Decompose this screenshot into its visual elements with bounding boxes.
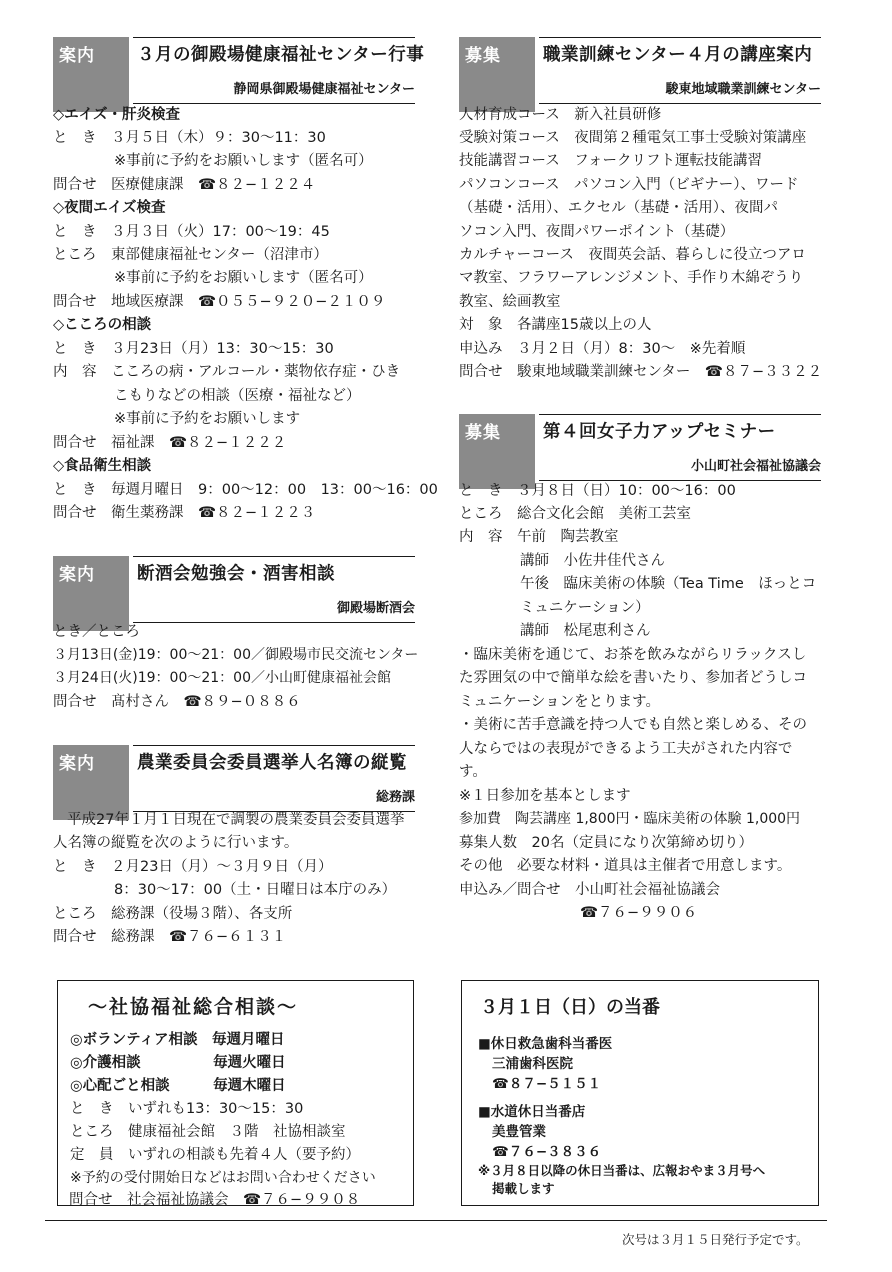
item-line: 問合せ 医療健康課 ☎８２−１２２４ — [53, 177, 316, 193]
item-line: と き ２月23日（月）〜３月９日（月） — [53, 859, 333, 875]
item-line: こもりなどの相談（医療・福祉など） — [114, 388, 361, 404]
item-line: と き ３月８日（日）10：00〜16：00 — [459, 483, 736, 499]
holiday-duty-box — [461, 980, 819, 1206]
section-tag: 案内 — [53, 556, 129, 631]
box-line: 掲載します — [492, 1181, 555, 1196]
item-heading: ◇夜間エイズ検査 — [53, 200, 166, 216]
box-line: ところ 健康福祉会館 ３階 社協相談室 — [70, 1124, 346, 1140]
footer-next-issue: 次号は３月１５日発行予定です。 — [622, 1232, 809, 1247]
item-line: カルチャーコース 夜間英会話、暮らしに役立つアロ — [459, 247, 806, 263]
box-line: ※３月８日以降の休日当番は、広報おやま３月号へ — [478, 1163, 766, 1178]
item-line: とき／ところ — [53, 624, 140, 640]
item-line: 人名簿の縦覧を次のように行います。 — [53, 835, 299, 851]
section-organizer: 小山町社会福祉協議会 — [690, 459, 821, 474]
box-line: 美豊管業 — [492, 1124, 546, 1140]
box-line: ☎８７−５１５１ — [492, 1076, 602, 1092]
box-line: 三浦歯科医院 — [492, 1056, 573, 1072]
item-line: ソコン入門、夜間パワーポイント（基礎） — [459, 224, 735, 240]
item-line: 人材育成コース 新入社員研修 — [459, 107, 662, 123]
section-organizer: 静岡県御殿場健康福祉センター — [233, 82, 415, 97]
box-line: と き いずれも13：30〜15：30 — [70, 1101, 304, 1117]
box-line: ■水道休日当番店 — [478, 1104, 586, 1120]
section-seminar-header — [459, 414, 821, 490]
box-line: 定 員 いずれの相談も先着４人（要予約） — [70, 1147, 360, 1163]
section-title: 断酒会勉強会・酒害相談 — [137, 564, 335, 584]
item-line: 募集人数 20名（定員になり次第締め切り） — [459, 835, 753, 851]
item-line: ※事前に予約をお願いします（匿名可） — [114, 270, 373, 286]
welfare-consultation-box — [57, 980, 414, 1206]
item-line: 申込み／問合せ 小山町社会福祉協議会 — [459, 882, 720, 898]
item-line: 問合せ 地域医療課 ☎０５５−９２０−２１０９ — [53, 294, 386, 310]
item-heading: ◇食品衛生相談 — [53, 458, 152, 474]
item-line: 受験対策コース 夜間第２種電気工事士受験対策講座 — [459, 130, 807, 146]
box-line: ■休日救急歯科当番医 — [478, 1036, 613, 1052]
item-line: 問合せ 駿東地域職業訓練センター ☎８７−３３２２ — [459, 364, 823, 380]
section-title: ３月の御殿場健康福祉センター行事 — [137, 45, 425, 65]
box-title: 〜社協福祉総合相談〜 — [88, 996, 299, 1018]
section-job-training-header — [459, 37, 821, 113]
section-organizer: 駿東地域職業訓練センター — [665, 82, 821, 97]
item-line: 問合せ 髙村さん ☎８９−０８８６ — [53, 694, 301, 710]
section-tag: 案内 — [53, 745, 129, 820]
item-line: 内 容 午前 陶芸教室 — [459, 529, 619, 545]
box-line: ※予約の受付開始日などはお問い合わせください — [70, 1170, 376, 1186]
item-line: 対 象 各講座15歳以上の人 — [459, 317, 652, 333]
box-line: 問合せ 社会福祉協議会 ☎７６−９９０８ — [69, 1192, 361, 1208]
box-line: ◎ボランティア相談 毎週月曜日 — [70, 1032, 285, 1048]
section-health-center-header — [53, 37, 425, 113]
item-line: 申込み ３月２日（月）8：30〜 ※先着順 — [459, 341, 746, 357]
item-line: 参加費 陶芸講座 1,800円・臨床美術の体験 1,000円 — [459, 811, 801, 827]
item-line: 問合せ 福祉課 ☎８２−１２２２ — [53, 435, 287, 451]
section-title: 職業訓練センター４月の講座案内 — [543, 45, 813, 65]
item-line: 平成27年１月１日現在で調製の農業委員会委員選挙 — [67, 812, 405, 828]
section-tag: 案内 — [53, 37, 129, 112]
section-tag: 募集 — [459, 37, 535, 112]
section-title: 農業委員会委員選挙人名簿の縦覧 — [137, 753, 407, 773]
item-line: 問合せ 衛生薬務課 ☎８２−１２２３ — [53, 505, 316, 521]
section-organizer: 御殿場断酒会 — [336, 601, 415, 616]
box-line: ◎心配ごと相談 毎週木曜日 — [70, 1078, 286, 1094]
item-line: ミュニケーションをとります。 — [459, 694, 660, 710]
box-line: ☎７６−３８３６ — [492, 1144, 602, 1160]
box-line: ◎介護相談 毎週火曜日 — [70, 1055, 286, 1071]
item-line: マ教室、フラワーアレンジメント、手作り木綿ぞうり — [459, 270, 804, 286]
box-title: ３月１日（日）の当番 — [480, 997, 660, 1018]
item-line: ※事前に予約をお願いします — [114, 411, 301, 427]
item-line: ところ 東部健康福祉センター（沼津市） — [53, 247, 328, 263]
footer-rule — [45, 1220, 827, 1221]
item-line: その他 必要な材料・道具は主催者で用意します。 — [459, 858, 792, 874]
item-line: ３月24日(火)19：00〜21：00／小山町健康福祉会館 — [53, 670, 391, 686]
item-line: ※事前に予約をお願いします（匿名可） — [114, 153, 373, 169]
item-line: と き ３月３日（火）17：00〜19：45 — [53, 224, 330, 240]
item-line: と き ３月５日（木）９：30〜11：30 — [53, 130, 326, 146]
item-line: パソコンコース パソコン入門（ビギナー）、ワード — [459, 177, 799, 193]
item-line: ・臨床美術を通じて、お茶を飲みながらリラックスし — [459, 647, 807, 663]
section-tag: 募集 — [459, 414, 535, 489]
item-heading: ◇エイズ・肝炎検査 — [53, 107, 181, 123]
item-line: と き ３月23日（月）13：30〜15：30 — [53, 341, 334, 357]
section-title: 第４回女子力アップセミナー — [543, 422, 776, 442]
item-line: ※１日参加を基本とします — [459, 788, 631, 804]
item-line: 午後 臨床美術の体験（Tea Time ほっとコ — [520, 576, 817, 592]
item-line: （基礎・活用）、エクセル（基礎・活用）、夜間パ — [459, 200, 778, 216]
item-line: ３月13日(金)19：00〜21：00／御殿場市民交流センター — [53, 647, 419, 663]
item-line: 講師 小佐井佳代さん — [520, 553, 665, 569]
item-line: 問合せ 総務課 ☎７６−６１３１ — [53, 929, 287, 945]
item-line: ・美術に苦手意識を持つ人でも自然と楽しめる、その — [459, 717, 807, 733]
item-line: ところ 総務課（役場３階）、各支所 — [53, 906, 293, 922]
item-line: 教室、絵画教室 — [459, 294, 561, 310]
item-line: と き 毎週月曜日 9：00〜12：00 13：00〜16：00 — [53, 482, 438, 498]
item-line: た雰囲気の中で簡単な絵を書いたり、参加者どうしコ — [459, 670, 807, 686]
section-sobriety-header — [53, 556, 415, 632]
item-line: ミュニケーション） — [520, 600, 650, 616]
section-organizer: 総務課 — [375, 790, 415, 805]
item-heading: ◇こころの相談 — [53, 317, 152, 333]
item-line: 8：30〜17：00（土・日曜日は本庁のみ） — [114, 882, 397, 898]
item-line: ところ 総合文化会館 美術工芸室 — [459, 506, 691, 522]
item-line: す。 — [459, 764, 487, 780]
item-line: 講師 松尾恵利さん — [520, 623, 651, 639]
item-line: 内 容 こころの病・アルコール・薬物依存症・ひき — [53, 364, 401, 380]
item-line: ☎７６−９９０６ — [580, 905, 698, 921]
item-line: 技能講習コース フォークリフト運転技能講習 — [459, 153, 763, 169]
item-line: 人ならではの表現ができるよう工夫がされた内容で — [459, 741, 793, 757]
